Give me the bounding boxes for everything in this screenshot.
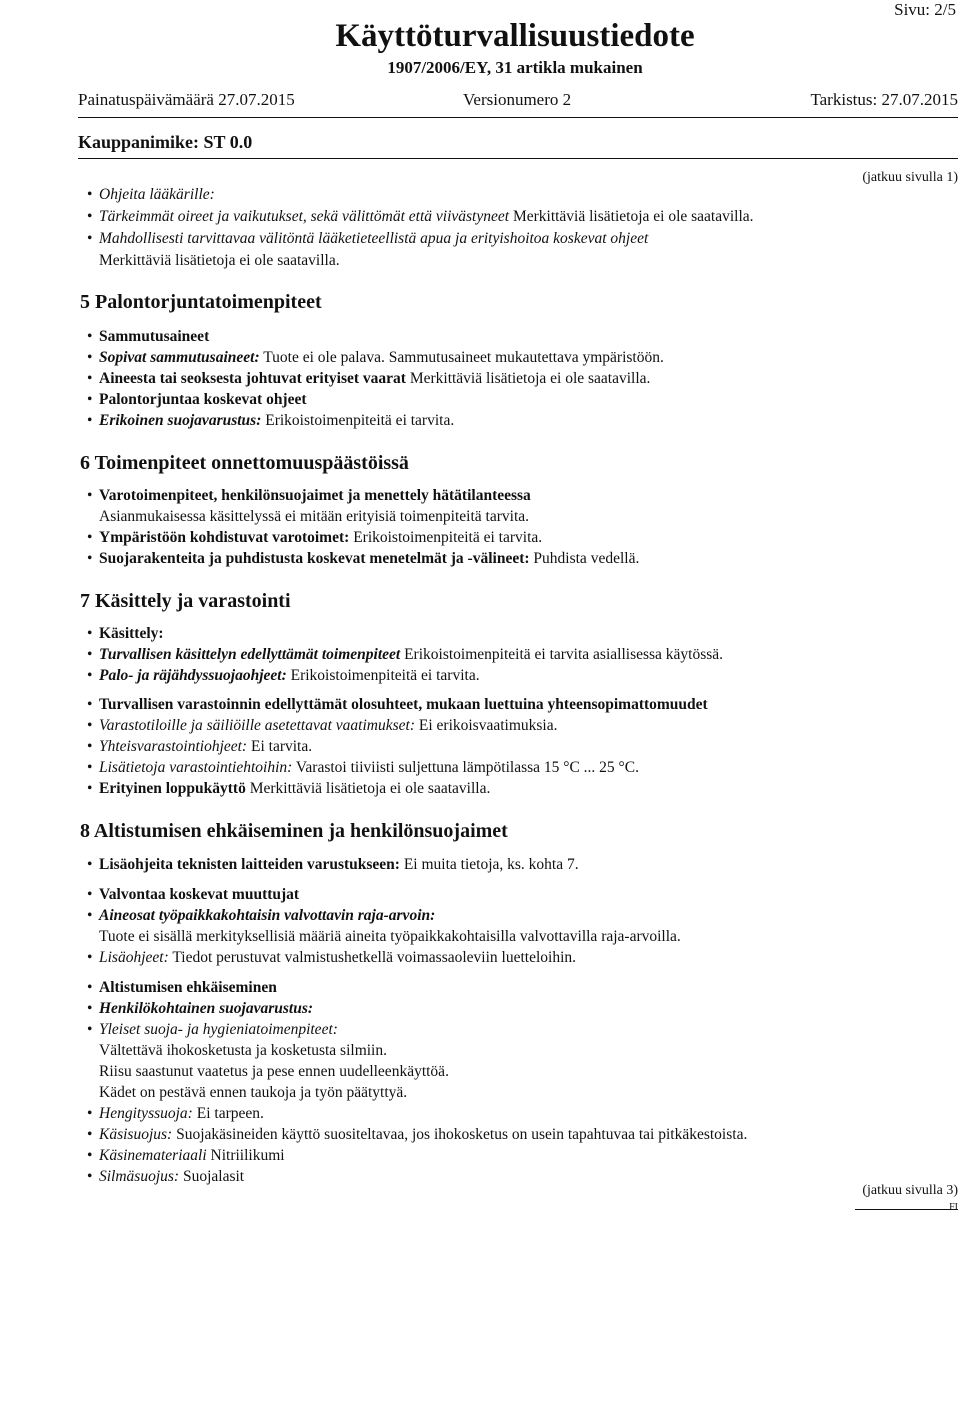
list-item-continuation: Kädet on pestävä ennen taukoja ja työn päätyttyä. — [99, 1084, 408, 1101]
version-number: Versionumero 2 — [463, 90, 572, 109]
section-heading-6: 6 Toimenpiteet onnettomuuspäästöissä — [80, 452, 409, 474]
list-item: • Sopivat sammutusaineet: Tuote ei ole palava. Sammutusaineet mukautettava ympäristöön. — [87, 349, 664, 366]
continued-from-note: (jatkuu sivulla 1) — [862, 170, 958, 185]
list-item: • Erityinen loppukäyttö Merkittäviä lisätietoja ei ole saatavilla. — [87, 780, 491, 797]
list-item: • Altistumisen ehkäiseminen — [87, 979, 277, 996]
continued-to-note: (jatkuu sivulla 3) — [862, 1183, 958, 1198]
trade-name: Kauppanimike: ST 0.0 — [78, 132, 253, 152]
list-item-continuation: Tuote ei sisällä merkityksellisiä määriä aineita työpaikkakohtaisilla valvottavilla raja-arvoilla. — [99, 928, 681, 945]
section-heading-7: 7 Käsittely ja varastointi — [80, 590, 291, 612]
list-item: • Suojarakenteita ja puhdistusta koskevat menetelmät ja -välineet: Puhdista vedellä. — [87, 550, 640, 567]
list-item: • Henkilökohtainen suojavarustus: — [87, 1000, 314, 1017]
section-heading-8: 8 Altistumisen ehkäiseminen ja henkilönsuojaimet — [80, 820, 508, 842]
list-item: • Turvallisen varastoinnin edellyttämät olosuhteet, mukaan luettuina yhteensopimattomuudet — [87, 696, 708, 713]
list-item: • Lisäohjeita teknisten laitteiden varustukseen: Ei muita tietoja, ks. kohta 7. — [87, 856, 579, 873]
list-item: • Valvontaa koskevat muuttujat — [87, 886, 300, 903]
list-item-continuation: Riisu saastunut vaatetus ja pese ennen uudelleenkäyttöä. — [99, 1063, 449, 1080]
list-item: • Palo- ja räjähdyssuojaohjeet: Erikoistoimenpiteitä ei tarvita. — [87, 667, 480, 684]
list-item-continuation: Vältettävä ihokosketusta ja kosketusta silmiin. — [99, 1042, 387, 1059]
document-title: Käyttöturvallisuustiedote — [335, 18, 695, 54]
list-item: • Käsinemateriaali Nitriilikumi — [87, 1147, 285, 1164]
list-item: • Yhteisvarastointiohjeet: Ei tarvita. — [87, 738, 313, 755]
print-date: Painatuspäivämäärä 27.07.2015 — [78, 90, 295, 109]
footer-divider — [855, 1209, 958, 1210]
section-heading-5: 5 Palontorjuntatoimenpiteet — [80, 291, 322, 313]
list-item: • Silmäsuojus: Suojalasit — [87, 1168, 245, 1185]
document-subtitle: 1907/2006/EY, 31 artikla mukainen — [387, 58, 643, 77]
header-divider — [78, 117, 958, 118]
list-item: • Aineesta tai seoksesta johtuvat erityiset vaarat Merkittäviä lisätietoja ei ole saatavilla. — [87, 370, 651, 387]
page-number: Sivu: 2/5 — [894, 0, 956, 19]
list-item: • Varastotiloille ja säiliöille asetettavat vaatimukset: Ei erikoisvaatimuksia. — [87, 717, 558, 734]
trade-name-divider — [78, 158, 958, 159]
list-item: • Yleiset suoja- ja hygieniatoimenpiteet: — [87, 1021, 338, 1038]
list-item: • Lisäohjeet: Tiedot perustuvat valmistushetkellä voimassaoleviin luetteloihin. — [87, 949, 577, 966]
revision-date: Tarkistus: 27.07.2015 — [810, 90, 958, 109]
list-item: • Tärkeimmät oireet ja vaikutukset, sekä välittömät että viivästyneet Merkittäviä lisätietoja ei ole saatavilla. — [87, 208, 754, 225]
list-item-continuation: Merkittäviä lisätietoja ei ole saatavilla. — [99, 252, 340, 269]
list-item: • Lisätietoja varastointiehtoihin: Varastoi tiiviisti suljettuna lämpötilassa 15 °C ... 25 °C. — [87, 759, 639, 776]
list-item: • Erikoinen suojavarustus: Erikoistoimenpiteitä ei tarvita. — [87, 412, 455, 429]
list-item: • Mahdollisesti tarvittavaa välitöntä lääketieteellistä apua ja erityishoitoa koskevat ohjeet — [87, 230, 649, 247]
list-item-continuation: Asianmukaisessa käsittelyssä ei mitään erityisiä toimenpiteitä tarvita. — [99, 508, 530, 525]
list-item: • Palontorjuntaa koskevat ohjeet — [87, 391, 307, 408]
list-item: • Ohjeita lääkärille: — [87, 186, 215, 203]
list-item: • Hengityssuoja: Ei tarpeen. — [87, 1105, 264, 1122]
list-item: • Varotoimenpiteet, henkilönsuojaimet ja menettely hätätilanteessa — [87, 487, 531, 504]
language-code: FI — [949, 1202, 958, 1213]
list-item: • Käsittely: — [87, 625, 164, 642]
list-item: • Aineosat työpaikkakohtaisin valvottavin raja-arvoin: — [87, 907, 436, 924]
list-item: • Sammutusaineet — [87, 328, 210, 345]
list-item: • Turvallisen käsittelyn edellyttämät toimenpiteet Erikoistoimenpiteitä ei tarvita asiallisessa käytössä. — [87, 646, 724, 663]
list-item: • Käsisuojus: Suojakäsineiden käyttö suositeltavaa, jos ihokosketus on usein tapahtuvaa tai pitkäkestoista. — [87, 1126, 748, 1143]
list-item: • Ympäristöön kohdistuvat varotoimet: Erikoistoimenpiteitä ei tarvita. — [87, 529, 543, 546]
